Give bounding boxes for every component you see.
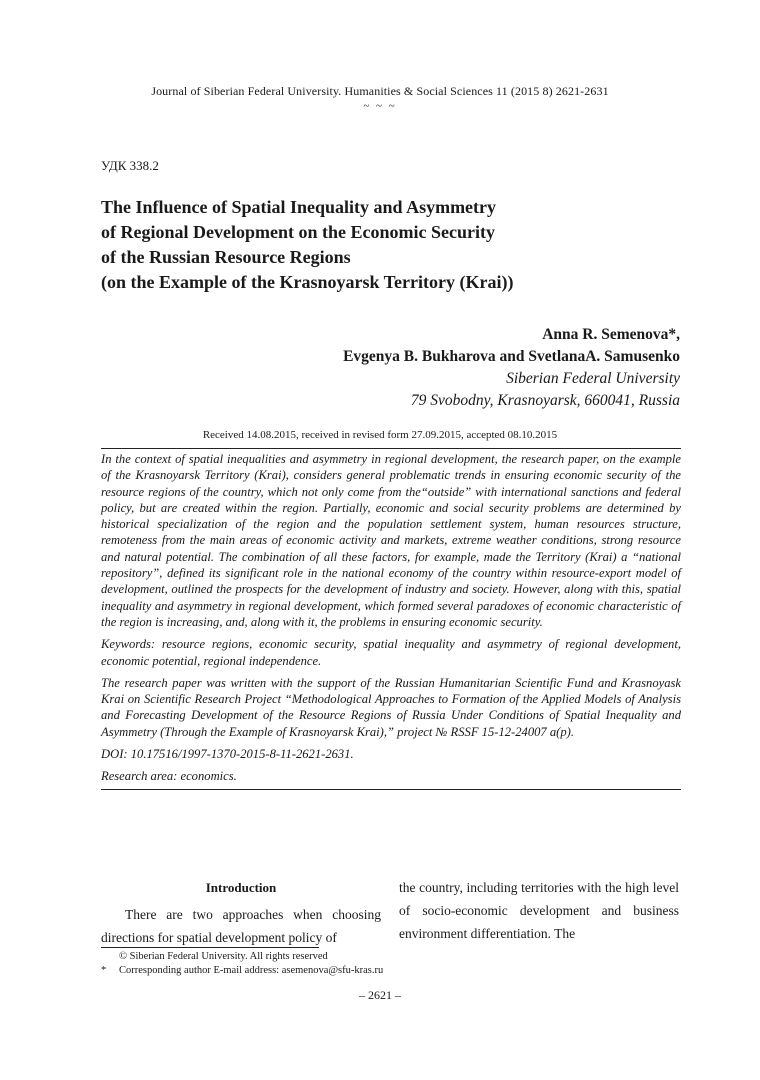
received-dates: Received 14.08.2015, received in revised form 27.09.2015, accepted 08.10.2015 xyxy=(202,429,558,441)
title-line: (on the Example of the Krasnoyarsk Territory (Krai)) xyxy=(101,272,514,292)
doi: DOI: 10.17516/1997-1370-2015-8-11-2621-2631. xyxy=(101,747,354,762)
keywords: Keywords: resource regions, economic security, spatial inequality and asymmetry of regional development, economic potential, regional independence. xyxy=(101,637,681,668)
body-column-right xyxy=(399,876,679,945)
abstract-text: In the context of spatial inequalities and asymmetry in regional development, the research paper, on the example of the Krasnoyarsk Territory (Krai), considers general problematic trends in ensuring economic security of the resource regions of the country, which not only come from the“outside” with international sanctions and federal policy, but are created within the region. Partially, economic and social security problems are determined by historical specialization of the region and the population settlement system, human resources structure, remoteness from the main areas of economic activity and markets, extreme weather conditions, strong resource and natural potential. The combination of all these factors, for example, made the Territory (Krai) a “national repository”, defined its significant role in the national economy of the country within resource-export model of development, outlined the prospects for the development of industry and society. However, along with this, spatial inequality and asymmetry in regional development, which formed several paradoxes of economic characteristic of the region is increasing, and, along with it, the problems in ensuring economic security. xyxy=(101,452,681,629)
header-ornament: ~ ~ ~ xyxy=(363,100,397,112)
udk-code: УДК 338.2 xyxy=(101,158,159,173)
footnote-corresponding xyxy=(101,964,383,978)
paper-title xyxy=(101,195,661,295)
abstract-box xyxy=(101,448,681,790)
author-line: Evgenya B. Bukharova and SvetlanaA. Samusenko xyxy=(343,348,680,365)
section-heading: Introduction xyxy=(205,880,277,895)
author-affiliation: Siberian Federal University xyxy=(506,370,680,387)
footnote-star: * xyxy=(101,965,107,976)
footnote-copyright xyxy=(101,950,383,964)
corresponding-text: Corresponding author E-mail address: asemenova@sfu-kras.ru xyxy=(119,965,384,976)
title-line: of Regional Development on the Economic Security xyxy=(101,222,495,242)
body-paragraph: the country, including territories with the high level of socio-economic development and business environment differentiation. The xyxy=(399,880,679,941)
title-line: of the Russian Resource Regions xyxy=(101,247,351,267)
footnote-divider xyxy=(101,947,319,948)
page-number: – 2621 – xyxy=(359,988,401,1002)
footnotes xyxy=(101,950,383,978)
journal-header: Journal of Siberian Federal University. Humanities & Social Sciences 11 (2015 8) 2621-2631 xyxy=(151,84,609,98)
research-area: Research area: economics. xyxy=(101,769,237,784)
title-line: The Influence of Spatial Inequality and Asymmetry xyxy=(101,197,497,217)
author-address: 79 Svobodny, Krasnoyarsk, 660041, Russia xyxy=(410,392,680,409)
funding-note: The research paper was written with the support of the Russian Humanitarian Scientific Fund and Krasnoyask Krai on Scientific Research Project “Methodological Approaches to Formation of the Applied Models of Analysis and Forecasting Development of the Resource Regions of Russia Under Conditions of Spatial Inequality and Asymmetry (Through the Example of Krasnoyarsk Krai),” project № RSSF 15-12-24007 a(p). xyxy=(101,675,681,739)
author-block xyxy=(343,324,680,412)
body-paragraph: There are two approaches when choosing directions for spatial development policy of xyxy=(101,907,381,945)
copyright-text: © Siberian Federal University. All rights reserved xyxy=(119,951,328,962)
author-line: Anna R. Semenova*, xyxy=(542,326,680,343)
body-column-left xyxy=(101,876,381,949)
